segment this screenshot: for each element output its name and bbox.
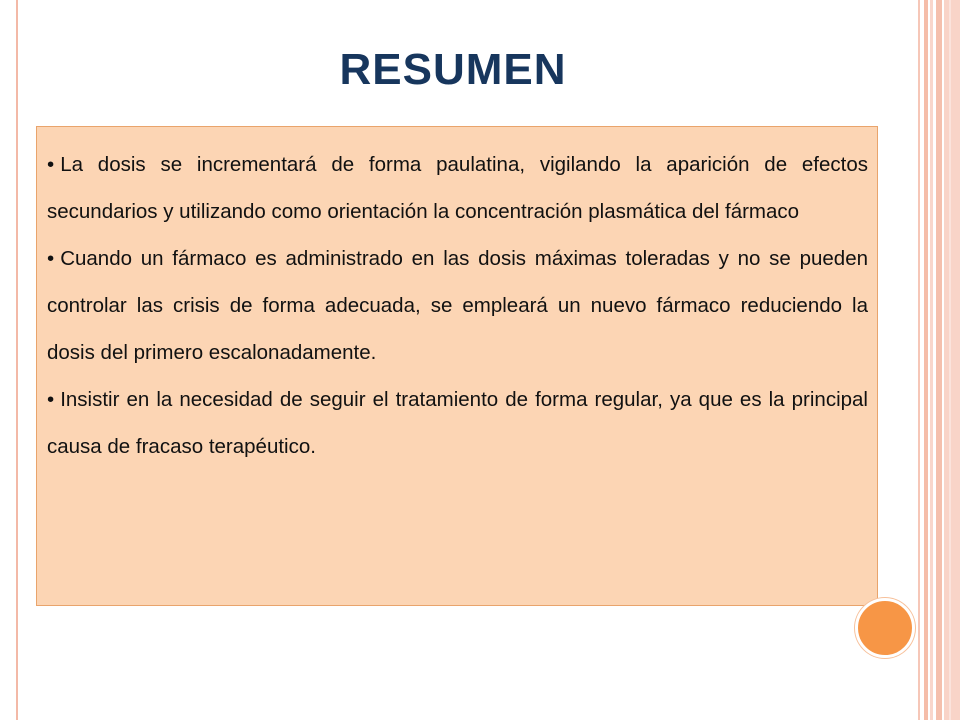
slide-title: RESUMEN — [339, 45, 567, 94]
right-decorative-stripe — [930, 0, 933, 720]
bullet-marker: • — [47, 388, 55, 411]
right-decorative-stripe — [924, 0, 928, 720]
right-decorative-stripe — [918, 0, 920, 720]
bullet-marker: • — [47, 153, 55, 176]
bullet-item — [47, 141, 868, 235]
bullet-marker: • — [47, 247, 55, 270]
bullet-text: La dosis se incrementará de forma paulatina, vigilando la aparición de efectos secundarios y utilizando como orientación la concentración plasmática del fármaco — [47, 153, 868, 223]
bullet-text: Insistir en la necesidad de seguir el tratamiento de forma regular, ya que es la principal causa de fracaso terapéutico. — [47, 388, 868, 458]
right-decorative-stripe — [936, 0, 942, 720]
right-decorative-stripe — [944, 0, 960, 720]
right-decorative-stripe — [949, 0, 951, 720]
content-box — [36, 126, 878, 606]
decorative-circle — [855, 598, 915, 658]
bullet-text: Cuando un fármaco es administrado en las dosis máximas toleradas y no se pueden controlar las crisis de forma adecuada, se empleará un nuevo fármaco reduciendo la dosis del primero escalonadamente. — [47, 247, 868, 364]
left-decorative-rule — [16, 0, 18, 720]
bullet-item — [47, 235, 868, 376]
bullet-item — [47, 376, 868, 470]
